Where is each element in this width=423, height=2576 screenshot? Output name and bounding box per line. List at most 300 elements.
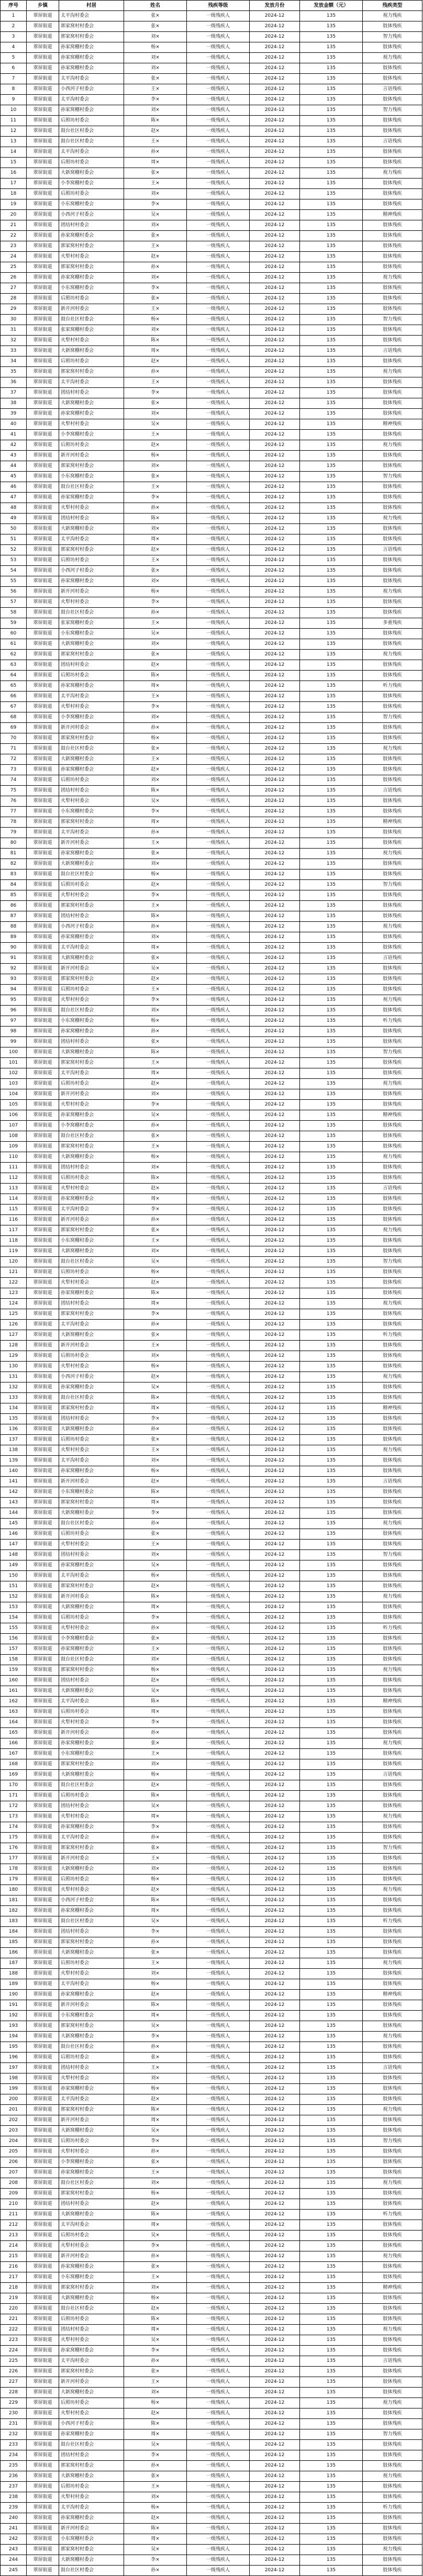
cell-village: 团结村村委会 [59,1550,124,1560]
header-serial: 序号 [1,1,27,11]
cell-town: 翠屏街道 [27,514,59,524]
cell-town: 翠屏街道 [27,974,59,985]
cell-disability-type: 视力残疾 [363,650,422,660]
cell-serial: 161 [1,1686,27,1697]
cell-name: 李× [124,199,187,210]
cell-payment-month: 2024-12 [250,2346,300,2356]
cell-disability-level: 一级残疾人 [187,1812,250,1822]
cell-disability-level: 一级残疾人 [187,241,250,252]
cell-disability-type: 肢体残疾 [363,723,422,733]
cell-payment-month: 2024-12 [250,220,300,231]
cell-name: 张× [124,2367,187,2377]
cell-village: 孙家窝棚村委会 [59,932,124,943]
cell-village: 后照坊村委会 [59,1079,124,1089]
cell-village: 火犁村村委会 [59,2492,124,2503]
cell-serial: 31 [1,325,27,336]
cell-disability-type: 肢体残疾 [363,2461,422,2471]
cell-disability-level: 一级残疾人 [187,2126,250,2136]
cell-disability-level: 一级残疾人 [187,1948,250,1958]
cell-serial: 205 [1,2147,27,2157]
cell-payment-amount: 135 [300,503,363,514]
cell-serial: 179 [1,1875,27,1885]
cell-town: 翠屏街道 [27,63,59,74]
cell-payment-month: 2024-12 [250,2398,300,2408]
cell-payment-month: 2024-12 [250,2492,300,2503]
cell-disability-type: 肢体残疾 [363,2534,422,2545]
cell-town: 翠屏街道 [27,482,59,493]
table-row [1,1885,422,1895]
cell-disability-level: 一级残疾人 [187,2325,250,2335]
cell-name: 王× [124,1644,187,1655]
cell-disability-type: 肢体残疾 [363,2000,422,2011]
cell-serial: 221 [1,2314,27,2325]
cell-disability-type: 视力残疾 [363,1738,422,1749]
cell-name: 杨× [124,1016,187,1027]
table-row [1,1089,422,1100]
cell-disability-level: 一级残疾人 [187,1027,250,1037]
cell-name: 孙× [124,2147,187,2157]
cell-payment-month: 2024-12 [250,629,300,639]
cell-town: 翠屏街道 [27,503,59,514]
table-row [1,2566,422,2576]
cell-name: 王× [124,618,187,629]
cell-payment-month: 2024-12 [250,451,300,461]
cell-name: 陈× [124,2419,187,2429]
table-row [1,2262,422,2272]
cell-name: 张× [124,2262,187,2272]
cell-disability-type: 视力残疾 [363,2325,422,2335]
table-row [1,2084,422,2094]
cell-disability-type: 肢体残疾 [363,1487,422,1498]
cell-village: 新开河村委会 [59,1089,124,1100]
cell-payment-month: 2024-12 [250,932,300,943]
cell-village: 小东窝棚村委会 [59,807,124,817]
cell-disability-level: 一级残疾人 [187,168,250,179]
cell-disability-type: 肢体残疾 [363,692,422,702]
cell-village: 太平沟村委会 [59,1697,124,1707]
cell-town: 翠屏街道 [27,2063,59,2073]
cell-disability-type: 肢体残疾 [363,1309,422,1320]
header-row [1,1,422,11]
cell-name: 刘× [124,1550,187,1560]
table-row [1,534,422,545]
cell-town: 翠屏街道 [27,2293,59,2304]
cell-payment-month: 2024-12 [250,995,300,1006]
cell-name: 陈× [124,2524,187,2534]
cell-name: 刘× [124,32,187,42]
cell-village: 火犁村村委会 [59,2073,124,2084]
cell-name: 赵× [124,545,187,555]
cell-payment-month: 2024-12 [250,21,300,32]
cell-name: 杨× [124,733,187,744]
cell-payment-month: 2024-12 [250,1278,300,1288]
cell-payment-amount: 135 [300,1665,363,1676]
cell-disability-level: 一级残疾人 [187,618,250,629]
cell-disability-level: 一级残疾人 [187,1686,250,1697]
table-row [1,262,422,273]
cell-disability-type: 精神残疾 [363,2283,422,2293]
table-row [1,1738,422,1749]
cell-disability-type: 肢体残疾 [363,1791,422,1801]
cell-village: 后照坊村委会 [59,1435,124,1445]
cell-disability-level: 一级残疾人 [187,2492,250,2503]
cell-payment-amount: 135 [300,1728,363,1738]
cell-serial: 124 [1,1299,27,1309]
cell-disability-type: 肢体残疾 [363,262,422,273]
cell-town: 翠屏街道 [27,1665,59,1676]
cell-name: 刘× [124,1089,187,1100]
table-row [1,587,422,597]
cell-name: 赵× [124,660,187,671]
cell-disability-type: 肢体残疾 [363,325,422,336]
cell-payment-month: 2024-12 [250,2000,300,2011]
cell-name: 吴× [124,2021,187,2032]
cell-name: 王× [124,377,187,388]
cell-town: 翠屏街道 [27,377,59,388]
table-row [1,1508,422,1519]
cell-disability-level: 一级残疾人 [187,1822,250,1833]
cell-town: 翠屏街道 [27,1246,59,1257]
cell-payment-amount: 135 [300,2272,363,2283]
cell-disability-type: 肢体残疾 [363,1027,422,1037]
cell-town: 翠屏街道 [27,1822,59,1833]
cell-payment-amount: 135 [300,1498,363,1508]
cell-town: 翠屏街道 [27,304,59,315]
cell-town: 翠屏街道 [27,1466,59,1477]
cell-town: 翠屏街道 [27,932,59,943]
cell-disability-level: 一级残疾人 [187,398,250,409]
cell-payment-amount: 135 [300,514,363,524]
cell-payment-month: 2024-12 [250,482,300,493]
cell-serial: 217 [1,2272,27,2283]
cell-disability-level: 一级残疾人 [187,1990,250,2000]
cell-disability-level: 一级残疾人 [187,995,250,1006]
table-row [1,2168,422,2178]
cell-disability-type: 肢体残疾 [363,1508,422,1519]
cell-village: 火犁村村委会 [59,1812,124,1822]
cell-village: 孙家窝棚村委会 [59,409,124,419]
cell-serial: 16 [1,168,27,179]
cell-payment-month: 2024-12 [250,210,300,220]
cell-town: 翠屏街道 [27,2440,59,2450]
cell-disability-level: 一级残疾人 [187,1623,250,1634]
table-row [1,158,422,168]
cell-disability-type: 智力残疾 [363,2136,422,2147]
cell-serial: 131 [1,1372,27,1382]
cell-payment-amount: 135 [300,2032,363,2042]
cell-serial: 57 [1,597,27,608]
cell-payment-amount: 135 [300,1477,363,1487]
cell-serial: 189 [1,1979,27,1990]
cell-payment-amount: 135 [300,639,363,650]
table-row [1,974,422,985]
cell-serial: 197 [1,2063,27,2073]
cell-disability-type: 肢体残疾 [363,1937,422,1948]
cell-disability-type: 听力残疾 [363,2210,422,2220]
table-row [1,2555,422,2566]
cell-payment-amount: 135 [300,189,363,199]
cell-disability-level: 一级残疾人 [187,1058,250,1068]
header-name: 姓名 [124,1,187,11]
cell-town: 翠屏街道 [27,723,59,733]
cell-name: 赵× [124,2094,187,2105]
cell-payment-amount: 135 [300,1163,363,1173]
cell-name: 王× [124,2168,187,2178]
cell-town: 翠屏街道 [27,2388,59,2398]
cell-disability-type: 肢体残疾 [363,377,422,388]
cell-disability-type: 肢体残疾 [363,1707,422,1718]
table-row [1,1969,422,1979]
cell-disability-level: 一级残疾人 [187,817,250,828]
cell-disability-level: 一级残疾人 [187,1016,250,1027]
cell-village: 郭家窝村村委会 [59,545,124,555]
cell-village: 孙家窝棚村委会 [59,1990,124,2000]
cell-payment-amount: 135 [300,985,363,995]
cell-payment-amount: 135 [300,849,363,859]
cell-payment-amount: 135 [300,2377,363,2388]
cell-name: 刘× [124,220,187,231]
cell-disability-level: 一级残疾人 [187,2272,250,2283]
cell-village: 太平沟村委会 [59,534,124,545]
cell-serial: 4 [1,42,27,53]
cell-payment-month: 2024-12 [250,807,300,817]
cell-disability-level: 一级残疾人 [187,2398,250,2408]
table-row [1,1791,422,1801]
cell-village: 鼓台社区村委会 [59,744,124,754]
cell-village: 小西河子村委会 [59,84,124,95]
cell-name: 王× [124,838,187,849]
table-row [1,2136,422,2147]
cell-payment-amount: 135 [300,555,363,566]
cell-name: 李× [124,95,187,105]
table-row [1,555,422,566]
cell-village: 新开河村委会 [59,2251,124,2262]
cell-name: 陈× [124,1592,187,1602]
cell-serial: 98 [1,1027,27,1037]
cell-payment-amount: 135 [300,2471,363,2482]
cell-payment-amount: 135 [300,2513,363,2524]
cell-village: 新开河村委会 [59,304,124,315]
table-row [1,1644,422,1655]
cell-town: 翠屏街道 [27,1623,59,1634]
cell-serial: 178 [1,1864,27,1875]
cell-village: 鼓台社区村委会 [59,1006,124,1016]
cell-payment-amount: 135 [300,629,363,639]
cell-village: 郭家窝村村委会 [59,974,124,985]
cell-village: 鼓台社区村委会 [59,1916,124,1927]
cell-name: 陈× [124,514,187,524]
cell-disability-level: 一级残疾人 [187,2377,250,2388]
cell-town: 翠屏街道 [27,2032,59,2042]
cell-name: 刘× [124,273,187,283]
cell-payment-month: 2024-12 [250,126,300,137]
cell-town: 翠屏街道 [27,137,59,147]
cell-disability-type: 肢体残疾 [363,1676,422,1686]
cell-disability-type: 肢体残疾 [363,901,422,911]
cell-name: 吴× [124,2440,187,2450]
cell-serial: 53 [1,555,27,566]
table-row [1,922,422,932]
cell-name: 王× [124,692,187,702]
cell-village: 大新窝棚村委会 [59,168,124,179]
cell-name: 杨× [124,2293,187,2304]
cell-serial: 141 [1,1477,27,1487]
cell-town: 翠屏街道 [27,147,59,158]
cell-disability-type: 肢体残疾 [363,974,422,985]
cell-disability-level: 一级残疾人 [187,671,250,681]
cell-name: 张× [124,2053,187,2063]
cell-payment-month: 2024-12 [250,702,300,712]
cell-payment-month: 2024-12 [250,650,300,660]
cell-payment-month: 2024-12 [250,1592,300,1602]
cell-disability-level: 一级残疾人 [187,2136,250,2147]
cell-disability-type: 肢体残疾 [363,2377,422,2388]
cell-name: 吴× [124,796,187,807]
cell-town: 翠屏街道 [27,2105,59,2115]
cell-town: 翠屏街道 [27,315,59,325]
cell-village: 火犁村村委会 [59,2335,124,2346]
cell-name: 王× [124,1341,187,1351]
cell-town: 翠屏街道 [27,1330,59,1341]
cell-disability-type: 视力残疾 [363,2251,422,2262]
cell-village: 新开河村委会 [59,2524,124,2534]
cell-payment-amount: 135 [300,2482,363,2492]
cell-town: 翠屏街道 [27,1121,59,1131]
cell-payment-month: 2024-12 [250,618,300,629]
cell-name: 赵× [124,2513,187,2524]
cell-payment-month: 2024-12 [250,231,300,241]
cell-payment-month: 2024-12 [250,32,300,42]
cell-disability-level: 一级残疾人 [187,137,250,147]
cell-name: 刘× [124,2492,187,2503]
cell-town: 翠屏街道 [27,629,59,639]
cell-payment-amount: 135 [300,1529,363,1540]
cell-disability-level: 一级残疾人 [187,2210,250,2220]
cell-disability-type: 肢体残疾 [363,1948,422,1958]
cell-serial: 80 [1,838,27,849]
cell-village: 后照坊村委会 [59,2314,124,2325]
cell-serial: 63 [1,660,27,671]
table-row [1,451,422,461]
cell-town: 翠屏街道 [27,2283,59,2293]
cell-town: 翠屏街道 [27,1403,59,1414]
cell-payment-month: 2024-12 [250,158,300,168]
table-row [1,315,422,325]
table-row [1,890,422,901]
table-row [1,21,422,32]
cell-disability-type: 肢体残疾 [363,1163,422,1173]
cell-disability-level: 一级残疾人 [187,1445,250,1456]
cell-disability-type: 肢体残疾 [363,2094,422,2105]
table-row [1,2377,422,2388]
cell-serial: 26 [1,273,27,283]
cell-payment-amount: 135 [300,2503,363,2513]
cell-payment-amount: 135 [300,1152,363,1163]
cell-payment-month: 2024-12 [250,419,300,430]
cell-name: 陈× [124,2210,187,2220]
cell-payment-amount: 135 [300,953,363,964]
cell-name: 刘× [124,1456,187,1466]
cell-name: 吴× [124,1801,187,1812]
cell-town: 翠屏街道 [27,1812,59,1822]
cell-payment-amount: 135 [300,1697,363,1707]
cell-disability-level: 一级残疾人 [187,566,250,576]
cell-disability-level: 一级残疾人 [187,220,250,231]
cell-village: 孙家窝棚村委会 [59,849,124,859]
table-row [1,1529,422,1540]
cell-town: 翠屏街道 [27,1592,59,1602]
cell-name: 王× [124,304,187,315]
cell-village: 孙家窝棚村委会 [59,681,124,692]
cell-serial: 36 [1,377,27,388]
cell-disability-level: 一级残疾人 [187,1341,250,1351]
cell-town: 翠屏街道 [27,796,59,807]
cell-village: 团结村村委会 [59,2325,124,2335]
cell-village: 大新窝棚村委会 [59,953,124,964]
cell-town: 翠屏街道 [27,922,59,932]
cell-payment-month: 2024-12 [250,1540,300,1550]
cell-disability-type: 肢体残疾 [363,2388,422,2398]
cell-serial: 100 [1,1047,27,1058]
cell-serial: 34 [1,356,27,367]
cell-name: 周× [124,158,187,168]
cell-payment-amount: 135 [300,943,363,953]
cell-village: 孙家窝棚村委会 [59,231,124,241]
cell-payment-amount: 135 [300,1487,363,1498]
cell-disability-type: 肢体残疾 [363,1466,422,1477]
cell-payment-month: 2024-12 [250,849,300,859]
cell-disability-type: 肢体残疾 [363,964,422,974]
table-row [1,1424,422,1435]
cell-payment-amount: 135 [300,367,363,377]
cell-payment-month: 2024-12 [250,838,300,849]
cell-payment-month: 2024-12 [250,1006,300,1016]
cell-payment-month: 2024-12 [250,1634,300,1644]
cell-payment-month: 2024-12 [250,1623,300,1634]
cell-payment-month: 2024-12 [250,1885,300,1895]
cell-disability-level: 一级残疾人 [187,2251,250,2262]
cell-payment-amount: 135 [300,1676,363,1686]
cell-name: 周× [124,2325,187,2335]
cell-serial: 88 [1,922,27,932]
cell-village: 太平沟村委会 [59,1833,124,1843]
cell-payment-month: 2024-12 [250,1152,300,1163]
cell-payment-month: 2024-12 [250,545,300,555]
cell-disability-type: 肢体残疾 [363,985,422,995]
cell-serial: 73 [1,765,27,775]
cell-disability-level: 一级残疾人 [187,922,250,932]
table-row [1,702,422,712]
cell-payment-amount: 135 [300,2063,363,2073]
table-row [1,765,422,775]
cell-name: 杨× [124,587,187,597]
cell-serial: 212 [1,2220,27,2231]
table-row [1,2189,422,2199]
cell-village: 团结村村委会 [59,2063,124,2073]
cell-serial: 172 [1,1801,27,1812]
table-row [1,1403,422,1414]
cell-disability-level: 一级残疾人 [187,880,250,890]
cell-disability-level: 一级残疾人 [187,2388,250,2398]
cell-serial: 81 [1,849,27,859]
cell-payment-amount: 135 [300,32,363,42]
cell-payment-amount: 135 [300,1309,363,1320]
cell-name: 赵× [124,1184,187,1194]
cell-name: 王× [124,1749,187,1759]
cell-name: 刘× [124,53,187,63]
cell-serial: 148 [1,1550,27,1560]
cell-name: 刘× [124,1759,187,1770]
